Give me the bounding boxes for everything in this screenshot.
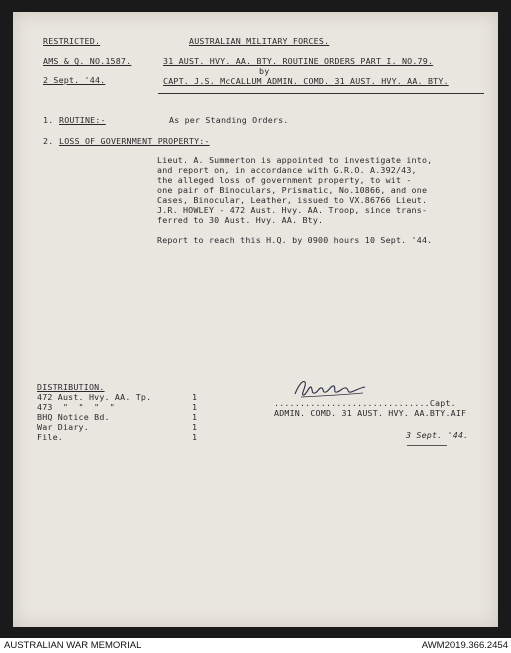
body-line: ferred to 30 Aust. Hvy. AA. Bty. [157, 215, 324, 225]
distribution-recipient: War Diary. [37, 422, 89, 432]
distribution-recipient: 473 " " " " [37, 402, 115, 412]
item-1-number: 1. [43, 115, 54, 125]
restricted-label: RESTRICTED. [43, 36, 101, 46]
forces-heading: AUSTRALIAN MILITARY FORCES. [189, 36, 330, 46]
handwritten-signature [291, 378, 371, 400]
ams-number: AMS & Q. NO.1587. [43, 56, 132, 66]
distribution-recipient: BHQ Notice Bd. [37, 412, 110, 422]
body-line: one pair of Binoculars, Prismatic, No.10866, and one [157, 185, 428, 195]
date-underline [407, 445, 447, 446]
header-rule [158, 93, 484, 94]
distribution-qty: 1 [192, 402, 198, 412]
body-line: the alleged loss of government property, to wit - [157, 175, 412, 185]
footer-bar [0, 638, 511, 653]
body-line: J.R. HOWLEY - 472 Aust. Hvy. AA. Troop, since trans- [157, 205, 428, 215]
distribution-recipient: File. [37, 432, 63, 442]
document-page [13, 12, 498, 627]
distribution-recipient: 472 Aust. Hvy. AA. Tp. [37, 392, 152, 402]
distribution-qty: 1 [192, 412, 198, 422]
item-1-text: As per Standing Orders. [169, 115, 289, 125]
distribution-qty: 1 [192, 392, 198, 402]
order-date: 2 Sept. '44. [43, 75, 106, 85]
body-line: and report on, in accordance with G.R.O. A.392/43, [157, 165, 417, 175]
officer-line: CAPT. J.S. McCALLUM ADMIN. COMD. 31 AUST. HVY. AA. BTY. [163, 76, 449, 86]
routine-orders-title: 31 AUST. HVY. AA. BTY. ROUTINE ORDERS PART I. NO.79. [163, 56, 434, 66]
distribution-qty: 1 [192, 432, 198, 442]
body-line: Cases, Binocular, Leather, issued to VX.86766 Lieut. [157, 195, 428, 205]
signature-date: 3 Sept. '44. [406, 430, 469, 440]
body-line: Lieut. A. Summerton is appointed to investigate into, [157, 155, 433, 165]
distribution-title: DISTRIBUTION. [37, 382, 105, 392]
footer-source: AUSTRALIAN WAR MEMORIAL [4, 640, 142, 651]
signature-capt-line: ..............................Capt. [274, 398, 456, 408]
admin-comd-line: ADMIN. COMD. 31 AUST. HVY. AA.BTY.AIF [274, 408, 467, 418]
item-2-number: 2. [43, 136, 54, 146]
by-label: by [259, 66, 270, 76]
item-2-title: LOSS OF GOVERNMENT PROPERTY:- [59, 136, 210, 146]
distribution-qty: 1 [192, 422, 198, 432]
item-1-title: ROUTINE:- [59, 115, 106, 125]
report-line: Report to reach this H.Q. by 0900 hours 10 Sept. '44. [157, 235, 433, 245]
footer-accession: AWM2019.366.2454 [421, 640, 508, 651]
